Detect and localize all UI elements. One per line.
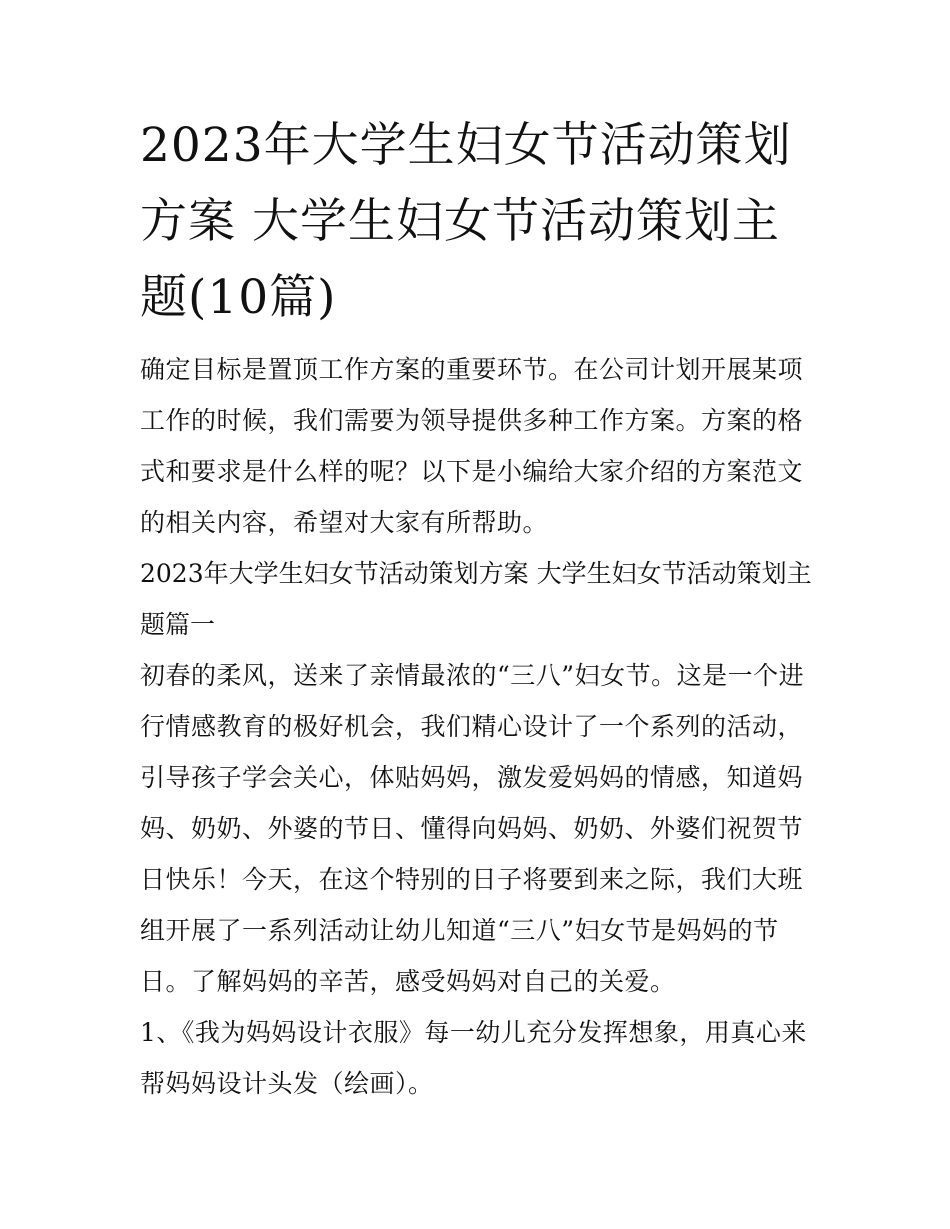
intro-paragraph: 确定目标是置顶工作方案的重要环节。在公司计划开展某项工作的时候，我们需要为领导提供多种工作方案。方案的格式和要求是什么样的呢？以下是小编给大家介绍的方案范文的相关内容，希望对大家有所帮助。 bbox=[140, 355, 804, 537]
document-content bbox=[140, 108, 820, 1109]
section-heading: 2023年大学生妇女节活动策划方案 大学生妇女节活动策划主题篇一 bbox=[140, 559, 812, 639]
document-title: 2023年大学生妇女节活动策划方案 大学生妇女节活动策划主题(10篇) bbox=[140, 118, 792, 325]
body-paragraph-1: 初春的柔风，送来了亲情最浓的“三八”妇女节。这是一个进行情感教育的极好机会，我们精心设计了一个系列的活动，引导孩子学会关心，体贴妈妈，激发爱妈妈的情感，知道妈妈、奶奶、外婆的节日、懂得向妈妈、奶奶、外婆们祝贺节日快乐！今天，在这个特别的日子将要到来之际，我们大班组开展了一系列活动让幼儿知道“三八”妇女节是妈妈的节日。了解妈妈的辛苦，感受妈妈对自己的关爱。 bbox=[140, 661, 805, 996]
body-paragraph-2: 1、《我为妈妈设计衣服》每一幼儿充分发挥想象，用真心来帮妈妈设计头发（绘画）。 bbox=[140, 1018, 807, 1098]
